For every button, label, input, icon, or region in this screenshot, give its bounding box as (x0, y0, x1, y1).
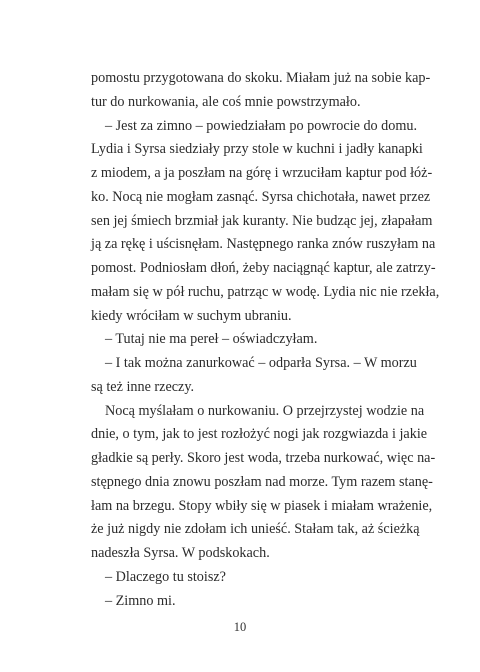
text-line: – Dlaczego tu stoisz? (105, 568, 226, 585)
text-line: są też inne rzeczy. (91, 378, 195, 395)
text-line: gładkie są perły. Skoro jest woda, trzeba nurkować, więc na- (91, 450, 436, 466)
text-line: – Tutaj nie ma pereł – oświadczyłam. (105, 331, 318, 348)
body-text (91, 67, 440, 613)
text-line: – I tak można zanurkować – odparła Syrsa. – W morzu (105, 355, 417, 371)
text-line: sen jej śmiech brzmiał jak kuranty. Nie budząc jej, złapałam (91, 212, 433, 229)
text-line: ją za rękę i uścisnęłam. Następnego ranka znów ruszyłam na (91, 236, 436, 253)
text-line: Nocą myślałam o nurkowaniu. O przejrzystej wodzie na (105, 402, 425, 419)
text-line: Lydia i Syrsa siedziały przy stole w kuchni i jadły kanapki (91, 141, 423, 158)
text-line: tur do nurkowania, ale coś mnie powstrzymało. (91, 93, 361, 110)
page-number: 10 (233, 620, 247, 634)
text-line: kiedy wróciłam w suchym ubraniu. (91, 307, 292, 324)
text-line: łam na brzegu. Stopy wbiły się w piasek i miałam wrażenie, (91, 497, 433, 514)
text-line: – Zimno mi. (105, 592, 176, 609)
text-line: stępnego dnia znowu poszłam nad morze. Tym razem stanę- (91, 473, 433, 490)
text-line: pomostu przygotowana do skoku. Miałam już na sobie kap- (91, 70, 431, 86)
text-line: małam się w pół ruchu, patrząc w wodę. Lydia nic nie rzekła, (91, 283, 440, 300)
text-line: z miodem, a ja poszłam na górę i wrzuciłam kaptur pod łóż- (91, 165, 433, 181)
text-line: nadeszła Syrsa. W podskokach. (91, 545, 270, 561)
text-line: dnie, o tym, jak to jest rozłożyć nogi jak rozgwiazda i jakie (91, 426, 428, 443)
text-line: ko. Nocą nie mogłam zasnąć. Syrsa chichotała, nawet przez (91, 188, 431, 205)
text-line: pomost. Podniosłam dłoń, żeby naciągnąć kaptur, ale zatrzy- (91, 260, 436, 276)
text-line: – Jest za zimno – powiedziałam po powrocie do domu. (105, 117, 418, 134)
text-line: że już nigdy nie zdołam ich unieść. Stałam tak, aż ścieżką (91, 521, 420, 538)
